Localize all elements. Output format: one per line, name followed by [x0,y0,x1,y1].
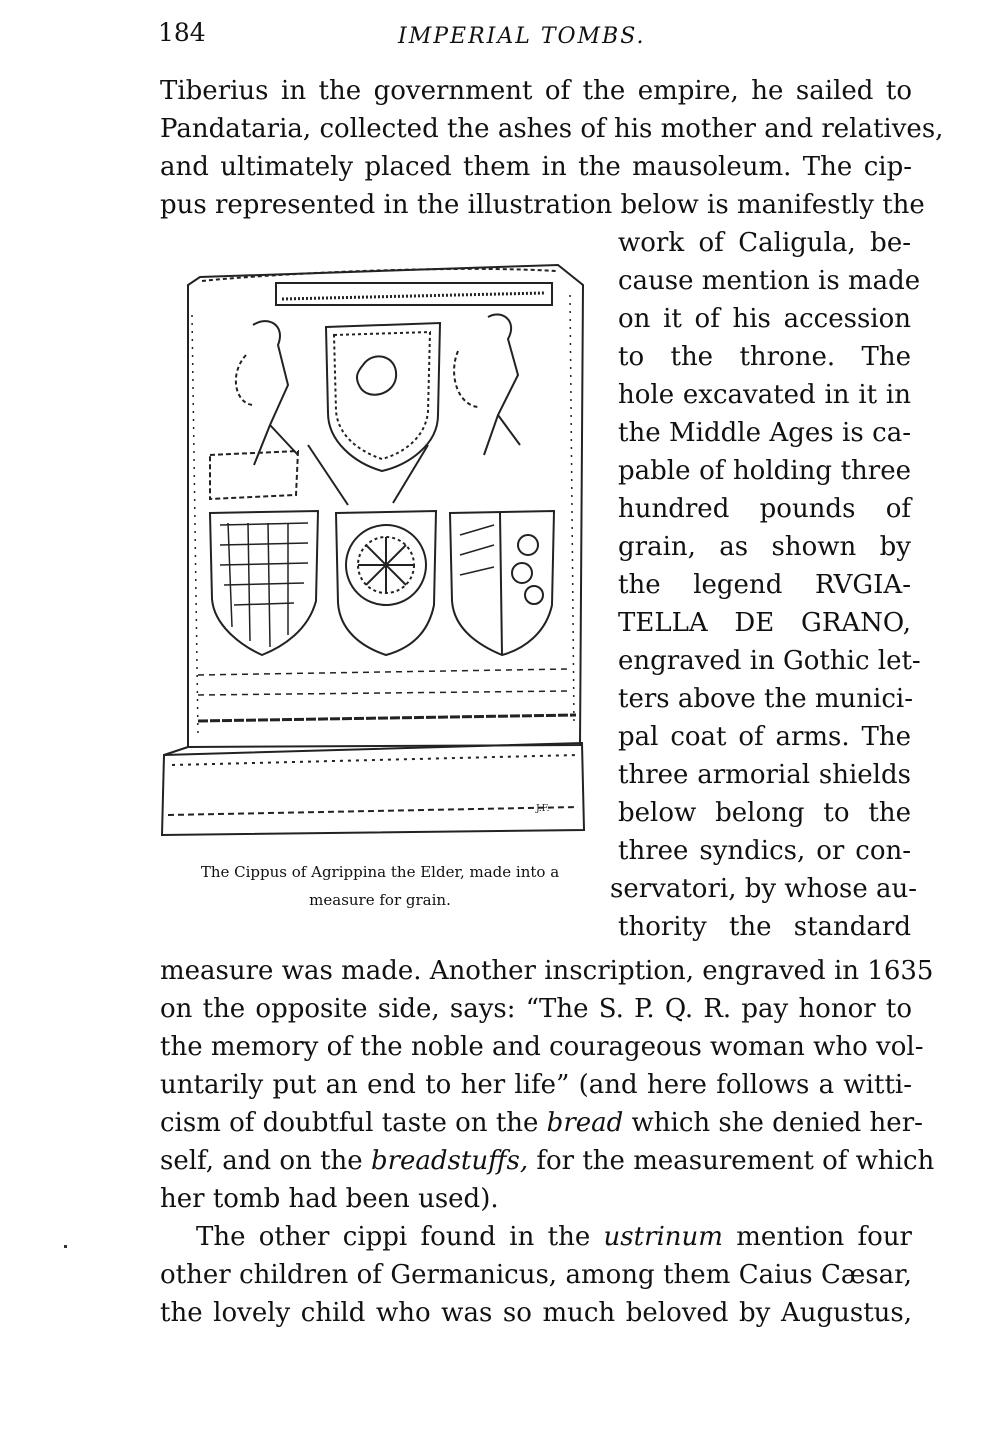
text-span: which she denied her- [623,1108,923,1138]
figure-caption-line: The Cippus of Agrippina the Elder, made into a [200,863,560,881]
text-line: thority the standard [618,912,911,942]
text-line: TELLA DE GRANO, [618,608,911,638]
text-line: engraved in Gothic let- [618,646,921,676]
text-line: pal coat of arms. The [618,722,911,752]
figure-caption-line: measure for grain. [309,891,451,909]
text-line: below belong to the [618,798,911,828]
text-line: the memory of the noble and courageous woman who vol- [160,1032,924,1062]
text-line: the Middle Ages is ca- [618,418,911,448]
italic-word: ustrinum [603,1222,723,1252]
running-title: IMPERIAL TOMBS. [398,24,646,49]
text-line: Tiberius in the government of the empire, he sailed to [160,76,912,106]
paragraph-start-line [196,1220,912,1254]
text-line: her tomb had been used). [160,1184,499,1214]
text-line: on it of his accession [618,304,911,334]
text-line: untarily put an end to her life” (and here follows a witti- [160,1070,912,1100]
text-line: on the opposite side, says: “The S. P. Q. R. pay honor to [160,994,912,1024]
text-line: and ultimately placed them in the mausoleum. The cip- [160,152,912,182]
text-line: pus represented in the illustration below is manifestly the [160,190,925,220]
text-span: cism of doubtful taste on the [160,1108,547,1138]
text-line: the lovely child who was so much beloved by Augustus, [160,1298,912,1328]
page-number: 184 [158,18,206,47]
ink-speck [64,1245,67,1248]
text-line: three armorial shields [618,760,911,790]
svg-text:J.F.: J.F. [536,804,550,814]
text-line [160,1144,935,1178]
text-line: grain, as shown by [618,532,911,562]
text-line: other children of Germanicus, among them Caius Cæsar, [160,1260,912,1290]
text-line: hole excavated in it in [618,380,911,410]
text-line: Pandataria, collected the ashes of his mother and relatives, [160,114,944,144]
cippus-illustration [158,255,598,845]
text-line [160,1106,923,1140]
text-span: self, and on the [160,1146,371,1176]
text-line: ters above the munici- [618,684,913,714]
italic-word: breadstuffs, [370,1146,529,1176]
italic-word: bread [546,1108,624,1138]
text-span: mention four [722,1222,912,1252]
text-line: cause mention is made [618,266,921,296]
text-line: work of Caligula, be- [618,228,911,258]
text-span: for the measurement of which [528,1146,935,1176]
text-line: the legend RVGIA- [618,570,911,600]
text-line: three syndics, or con- [618,836,911,866]
page-header [158,14,913,54]
text-line: servatori, by whose au- [610,874,917,904]
text-line: pable of holding three [618,456,911,486]
text-line: hundred pounds of [618,494,911,524]
text-span: The other cippi found in the [196,1222,604,1252]
text-line: measure was made. Another inscription, engraved in 1635 [160,956,934,986]
text-line: to the throne. The [618,342,911,372]
